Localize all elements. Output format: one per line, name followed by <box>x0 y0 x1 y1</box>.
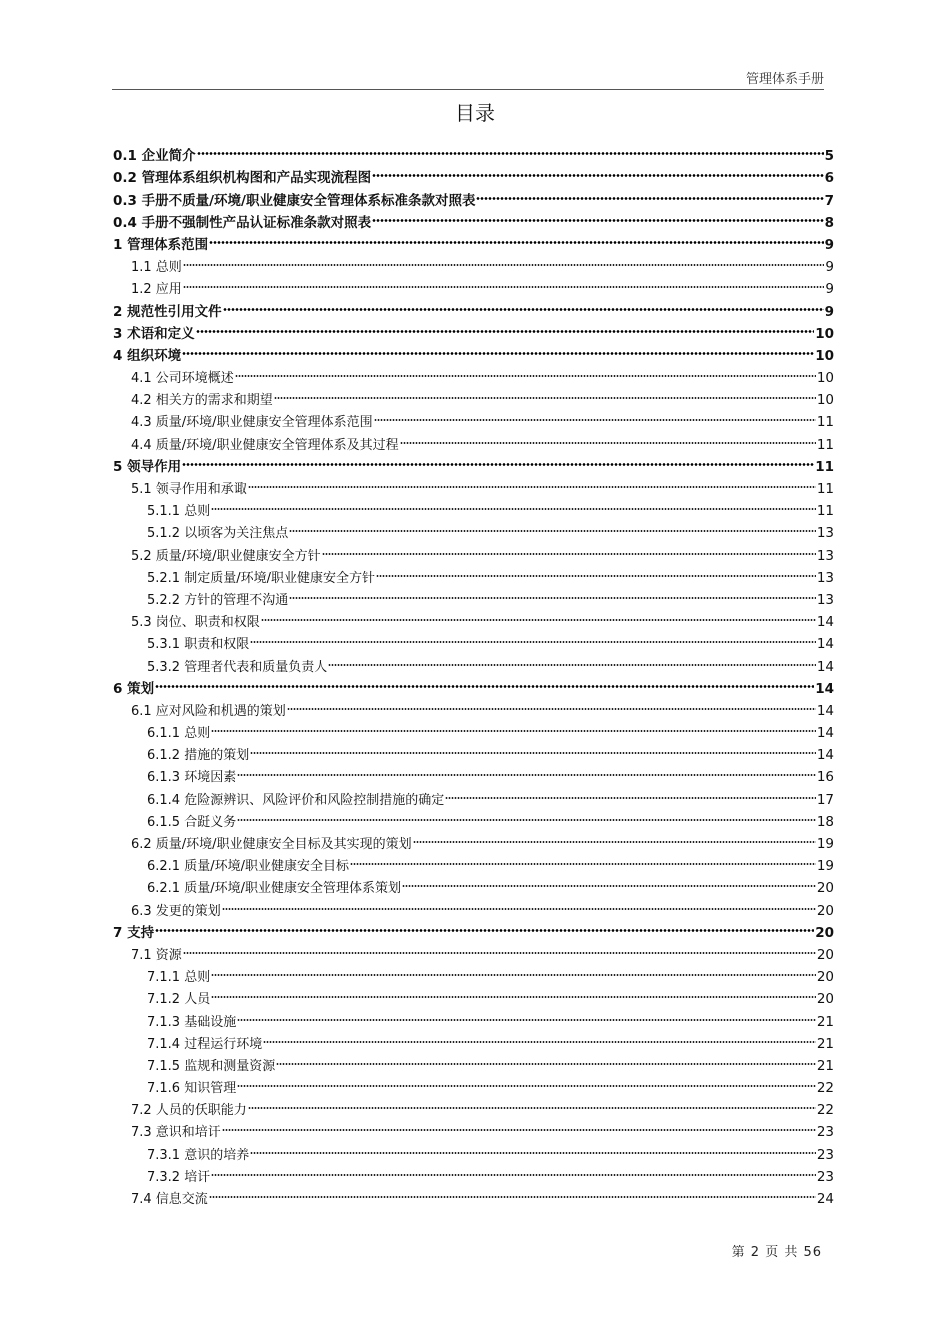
toc-leader-dots <box>413 826 816 848</box>
table-of-contents <box>113 138 834 1207</box>
toc-page-number: 14 <box>816 614 834 631</box>
toc-entry[interactable] <box>113 293 834 320</box>
toc-leader-dots <box>289 582 816 604</box>
toc-page-number: 20 <box>816 969 834 986</box>
toc-page-number: 13 <box>816 591 834 608</box>
toc-page-number: 20 <box>815 924 834 941</box>
toc-entry-text: 5.1.1 总则 <box>147 504 211 520</box>
toc-entry-text: 5.2 质量/环境/职业健康安全方针 <box>131 548 321 564</box>
toc-page-number: 14 <box>816 658 834 675</box>
toc-leader-dots <box>274 382 816 404</box>
toc-entry[interactable] <box>113 449 834 475</box>
toc-leader-dots <box>237 1003 816 1025</box>
toc-leader-dots <box>237 1070 816 1092</box>
toc-leader-dots <box>322 537 816 559</box>
page-header <box>112 72 824 90</box>
toc-page-number: 21 <box>816 1013 834 1030</box>
toc-page-number: 13 <box>816 525 834 542</box>
toc-entry-text: 6.2.1 质量/环境/职业健康安全管理体系策划 <box>147 881 401 897</box>
toc-entry-text: 5.3.1 职责和权限 <box>147 637 250 653</box>
toc-entry[interactable] <box>113 360 834 387</box>
toc-page-number: 13 <box>816 569 834 586</box>
toc-leader-dots <box>276 1048 816 1070</box>
toc-entry[interactable] <box>113 138 834 165</box>
toc-leader-dots <box>237 804 816 826</box>
toc-entry[interactable] <box>113 892 834 919</box>
toc-entry[interactable] <box>113 737 834 764</box>
toc-title: 目录 <box>455 101 495 125</box>
toc-page-number: 5 <box>824 148 834 165</box>
toc-leader-dots <box>248 1092 816 1114</box>
toc-entry-text: 6.1 应对风险和机遇的策划 <box>131 703 286 719</box>
toc-page-number: 11 <box>816 436 834 453</box>
toc-page-number: 20 <box>816 880 834 897</box>
toc-page-number: 14 <box>816 747 834 764</box>
toc-entry[interactable] <box>113 1159 834 1185</box>
toc-entry[interactable] <box>113 981 834 1008</box>
toc-entry[interactable] <box>113 160 834 187</box>
toc-entry[interactable] <box>113 227 834 253</box>
toc-entry-text: 6 策划 <box>113 680 155 697</box>
toc-entry-text: 4.1 公司环境概述 <box>131 371 234 387</box>
toc-page-number: 11 <box>816 503 834 520</box>
page-footer: 第 2 页 共 56 <box>731 1245 822 1260</box>
toc-entry-text: 7.1.6 知识管理 <box>147 1081 237 1097</box>
toc-entry[interactable] <box>113 693 834 719</box>
toc-entry-text: 2 规范性引用文件 <box>113 303 222 320</box>
toc-entry[interactable] <box>113 1181 834 1207</box>
toc-entry-text: 4 组织环境 <box>113 347 182 364</box>
toc-page-number: 21 <box>816 1035 834 1052</box>
toc-leader-dots <box>374 404 816 426</box>
toc-leader-dots <box>445 781 816 803</box>
toc-entry-text: 7.3.2 培讦 <box>147 1169 211 1185</box>
toc-leader-dots <box>235 360 816 382</box>
toc-leader-dots <box>222 892 816 914</box>
toc-entry-text: 6.1.1 总则 <box>147 726 211 742</box>
toc-page-number: 14 <box>815 680 834 697</box>
toc-entry-text: 4.3 质量/环境/职业健康安全管理体系范围 <box>131 415 373 431</box>
toc-entry-text: 7.3.1 意识的培养 <box>147 1147 250 1163</box>
toc-page-number: 24 <box>816 1191 834 1207</box>
toc-page-number: 14 <box>816 725 834 742</box>
toc-page-number: 17 <box>816 791 834 808</box>
toc-entry-text: 6.1.3 环境因素 <box>147 770 237 786</box>
toc-leader-dots <box>211 715 816 737</box>
toc-page-number: 23 <box>816 1124 834 1141</box>
toc-entry[interactable] <box>113 471 834 497</box>
toc-leader-dots <box>183 271 825 293</box>
toc-leader-dots <box>287 693 816 715</box>
toc-entry-text: 6.1.4 危险源辨识、风险评价和风险控制措施的确定 <box>147 792 445 808</box>
toc-entry-text: 5.1 领寻作用和承诹 <box>131 482 247 497</box>
toc-entry[interactable] <box>113 338 834 364</box>
toc-leader-dots <box>211 493 816 515</box>
toc-entry[interactable] <box>113 515 834 542</box>
toc-page-number: 11 <box>815 458 834 475</box>
toc-leader-dots <box>211 959 816 981</box>
toc-entry-text: 3 术语和定义 <box>113 325 195 342</box>
toc-page-number: 14 <box>816 636 834 653</box>
toc-leader-dots <box>263 1026 816 1048</box>
toc-entry-text: 7.1.5 监规和测量资源 <box>147 1058 276 1074</box>
toc-leader-dots <box>183 937 816 959</box>
toc-leader-dots <box>248 471 816 493</box>
toc-entry-text: 0.3 手册不质量/环境/职业健康安全管理体系标准条款对照表 <box>113 192 476 209</box>
toc-page-number: 23 <box>816 1168 834 1185</box>
toc-page-number: 9 <box>824 236 834 253</box>
toc-page-number: 9 <box>824 303 834 320</box>
toc-entry-text: 0.4 手册不强制性产品认证标准条款对照表 <box>113 214 372 231</box>
toc-entry-text: 0.2 管理体系组织机构图和产品实现流程图 <box>113 170 372 187</box>
toc-leader-dots <box>223 293 824 315</box>
toc-entry[interactable] <box>113 249 834 276</box>
toc-entry[interactable] <box>113 715 834 742</box>
toc-page-number: 22 <box>816 1080 834 1097</box>
toc-entry-text: 7 支持 <box>113 924 155 941</box>
toc-page-number: 20 <box>816 946 834 963</box>
toc-entry-text: 7.3 意识和培讦 <box>131 1125 221 1141</box>
toc-page-number: 10 <box>816 392 834 409</box>
toc-entry-text: 6.2.1 质量/环境/职业健康安全目标 <box>147 859 349 875</box>
toc-entry[interactable] <box>113 493 834 520</box>
toc-leader-dots <box>372 160 823 182</box>
toc-entry-text: 5.3.2 管理者代表和质量负责人 <box>147 659 328 675</box>
toc-entry-text: 7.4 信息交流 <box>131 1192 208 1207</box>
toc-entry-text: 7.2 人员的仸职能力 <box>131 1103 247 1119</box>
toc-entry-text: 7.1.3 基础设施 <box>147 1014 237 1030</box>
toc-page-number: 11 <box>816 481 834 497</box>
toc-page-number: 10 <box>815 325 834 342</box>
toc-entry-text: 4.2 相关方的需求和期望 <box>131 393 273 409</box>
toc-leader-dots <box>182 338 814 360</box>
toc-entry[interactable] <box>113 959 834 986</box>
toc-entry[interactable] <box>113 671 834 697</box>
toc-entry-text: 6.3 发更的策划 <box>131 903 221 919</box>
toc-page-number: 6 <box>824 170 834 187</box>
toc-leader-dots <box>376 560 816 582</box>
toc-page-number: 13 <box>816 547 834 564</box>
toc-page-number: 22 <box>816 1102 834 1119</box>
toc-leader-dots <box>400 426 816 448</box>
toc-leader-dots <box>197 138 824 160</box>
toc-leader-dots <box>209 1181 816 1203</box>
toc-page-number: 11 <box>816 414 834 431</box>
toc-leader-dots <box>250 737 816 759</box>
toc-entry[interactable] <box>113 271 834 298</box>
toc-leader-dots <box>155 915 814 937</box>
toc-entry-text: 1.2 应用 <box>131 282 182 298</box>
toc-entry[interactable] <box>113 1114 834 1141</box>
toc-entry-text: 7.1.2 人员 <box>147 992 211 1008</box>
toc-entry[interactable] <box>113 316 834 342</box>
toc-page-number: 9 <box>825 281 834 298</box>
toc-leader-dots <box>328 648 816 670</box>
toc-entry-text: 5.2.2 方针的管理不沟通 <box>147 592 289 608</box>
toc-entry-text: 5.3 岗位、职责和权限 <box>131 615 260 631</box>
toc-entry-text: 6.2 质量/环境/职业健康安全目标及其实现的策划 <box>131 837 412 852</box>
toc-entry-text: 5.1.2 以顷客为关注焦点 <box>147 526 289 542</box>
toc-leader-dots <box>476 182 823 204</box>
toc-leader-dots <box>402 870 816 892</box>
toc-leader-dots <box>250 1136 816 1158</box>
toc-page-number: 21 <box>816 1057 834 1074</box>
toc-entry-text: 7.1.1 总则 <box>147 970 211 986</box>
toc-entry-text: 4.4 质量/环境/职业健康安全管理体系及其过程 <box>131 437 399 453</box>
toc-leader-dots <box>209 227 824 249</box>
toc-page-number: 23 <box>816 1146 834 1163</box>
toc-leader-dots <box>350 848 816 870</box>
toc-entry[interactable] <box>113 1136 834 1163</box>
toc-page-number: 16 <box>816 769 834 786</box>
toc-page-number: 19 <box>816 836 834 852</box>
toc-entry-text: 6.1.2 措施的策划 <box>147 748 250 764</box>
toc-entry-text: 7.1.4 过程运行环境 <box>147 1036 263 1052</box>
header-title: 管理体系手册 <box>745 72 824 87</box>
toc-entry-text: 1.1 总则 <box>131 260 182 276</box>
toc-page-number: 10 <box>816 370 834 387</box>
toc-page-number: 20 <box>816 902 834 919</box>
toc-leader-dots <box>261 604 816 626</box>
toc-page-number: 10 <box>815 347 834 364</box>
toc-leader-dots <box>289 515 816 537</box>
toc-entry-text: 0.1 企业简介 <box>113 148 196 165</box>
toc-entry-text: 7.1 资源 <box>131 947 182 963</box>
toc-leader-dots <box>372 205 823 227</box>
toc-leader-dots <box>155 671 814 693</box>
toc-leader-dots <box>196 316 815 338</box>
toc-leader-dots <box>211 981 816 1003</box>
toc-page-number: 8 <box>824 214 834 231</box>
toc-entry[interactable] <box>113 1003 834 1030</box>
toc-leader-dots <box>183 249 825 271</box>
toc-page-number: 7 <box>824 192 834 209</box>
toc-page-number: 14 <box>816 702 834 719</box>
toc-entry-text: 5 领导作用 <box>113 458 182 475</box>
toc-leader-dots <box>237 759 816 781</box>
toc-leader-dots <box>222 1114 816 1136</box>
toc-page-number: 18 <box>816 813 834 830</box>
toc-entry-text: 6.1.5 合跹义务 <box>147 814 237 830</box>
toc-page-number: 9 <box>825 259 834 276</box>
toc-page-number: 20 <box>816 991 834 1008</box>
toc-page-number: 19 <box>816 858 834 875</box>
toc-entry-text: 1 管理体系范围 <box>113 236 209 253</box>
toc-entry[interactable] <box>113 937 834 963</box>
toc-entry-text: 5.2.1 制定质量/环境/职业健康安全方针 <box>147 570 375 586</box>
toc-leader-dots <box>250 626 816 648</box>
toc-leader-dots <box>211 1159 816 1181</box>
toc-leader-dots <box>182 449 814 471</box>
toc-entry[interactable] <box>113 915 834 941</box>
